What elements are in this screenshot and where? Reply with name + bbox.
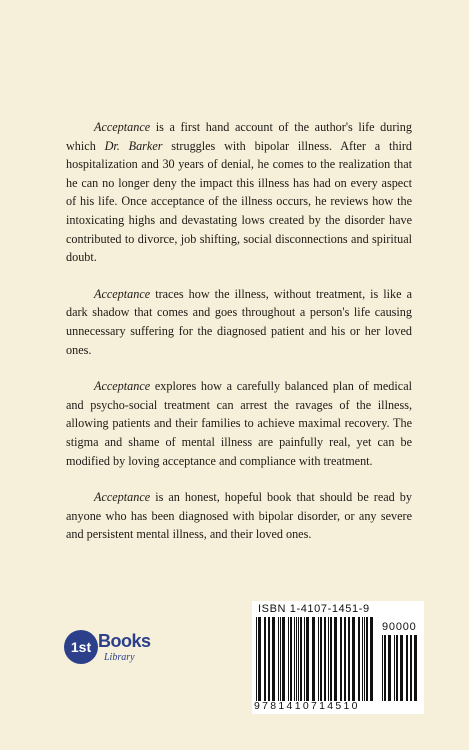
blurb-text-run: struggles with bipolar illness. After a third hospitalization and 30 years of denial, he comes to the realization that he can no longer deny the impact this illness has had on every aspect of his life. Once acceptance of the illness occurs, he reviews how the intoxicating highs and devastating lows created by the disorder have contributed to divorce, job shifting, social disconnections and spiritual doubt. — [66, 138, 412, 265]
blurb-text — [66, 118, 412, 562]
barcode-bar — [364, 617, 365, 701]
barcode-bar — [358, 617, 360, 701]
barcode-bar — [300, 617, 302, 701]
barcode-bar — [382, 635, 383, 701]
isbn-label: ISBN 1-4107-1451-9 — [258, 603, 370, 615]
barcode-graphic — [252, 601, 424, 714]
blurb-text-run: is an honest, hopeful book that should be read by anyone who has been diagnosed with bipolar disorder, or any severe and persistent mental illness, and their loved ones. — [66, 490, 412, 542]
barcode-bar — [406, 635, 408, 701]
logo-subtitle: Library — [104, 652, 135, 663]
barcode-bar — [334, 617, 337, 701]
author-name: Dr. Barker — [104, 138, 163, 153]
barcode-bar — [268, 617, 270, 701]
blurb-text-run: is a first hand account of the author's life during which — [66, 120, 412, 153]
barcode-bar — [410, 635, 412, 701]
logo-mark: 1st — [70, 639, 92, 655]
book-title: Acceptance — [94, 286, 151, 301]
barcode-bar — [320, 617, 322, 701]
barcode-bar — [414, 635, 417, 701]
logo-name: Books — [98, 631, 151, 651]
book-title: Acceptance — [94, 120, 151, 134]
barcode-bar — [388, 635, 391, 701]
barcode-bar — [362, 617, 363, 701]
barcode-panel — [252, 601, 424, 714]
book-title: Acceptance — [94, 490, 151, 505]
barcode-bar — [394, 635, 395, 701]
barcode-bar — [282, 617, 285, 701]
barcode-bar — [304, 617, 305, 701]
barcode-bar — [258, 617, 261, 701]
barcode-bar — [352, 617, 355, 701]
ean-barcode-bars — [256, 617, 373, 701]
barcode-bar — [370, 617, 373, 701]
barcode-bar — [312, 617, 315, 701]
barcode-bar — [366, 617, 368, 701]
blurb-paragraph-1 — [66, 118, 412, 267]
barcode-bar — [330, 617, 332, 701]
blurb-text-run: traces how the illness, without treatment, is like a dark shadow that comes and goes throughout a person's life causing unnecessary suffering for the diagnosed patient and his or her loved ones. — [66, 286, 412, 357]
barcode-bar — [328, 617, 329, 701]
blurb-paragraph-3 — [66, 377, 412, 470]
book-title: Acceptance — [94, 379, 151, 394]
barcode-bar — [294, 617, 295, 701]
barcode-bar — [290, 617, 292, 701]
barcode-bar — [296, 617, 297, 701]
blurb-paragraph-2 — [66, 285, 412, 359]
blurb-text-run: explores how a carefully balanced plan of medical and psycho-social treatment can arrest the ravages of the illness, allowing patients and their families to achieve maximal recovery. The stigma and shame of mental illness are painfully real, yet can be modified by loving acceptance and compliance with treatment. — [66, 379, 412, 468]
price-code: 90000 — [382, 621, 417, 633]
barcode-bar — [280, 617, 281, 701]
publisher-logo — [64, 628, 160, 668]
barcode-bar — [278, 617, 279, 701]
barcode-bar — [318, 617, 319, 701]
barcode-bar — [256, 617, 257, 701]
barcode-bar — [264, 617, 266, 701]
price-barcode-bars — [382, 635, 417, 701]
barcode-bar — [324, 617, 326, 701]
blurb-paragraph-4 — [66, 488, 412, 544]
barcode-bar — [344, 617, 346, 701]
logo-badge — [64, 630, 98, 664]
barcode-bar — [348, 617, 350, 701]
ean-digits: 9781410714510 — [254, 700, 360, 712]
barcode-bar — [306, 617, 309, 701]
barcode-bar — [288, 617, 289, 701]
barcode-bar — [340, 617, 342, 701]
barcode-bar — [396, 635, 398, 701]
barcode-bar — [400, 635, 403, 701]
barcode-bar — [384, 635, 386, 701]
barcode-bar — [298, 617, 299, 701]
barcode-bar — [272, 617, 275, 701]
